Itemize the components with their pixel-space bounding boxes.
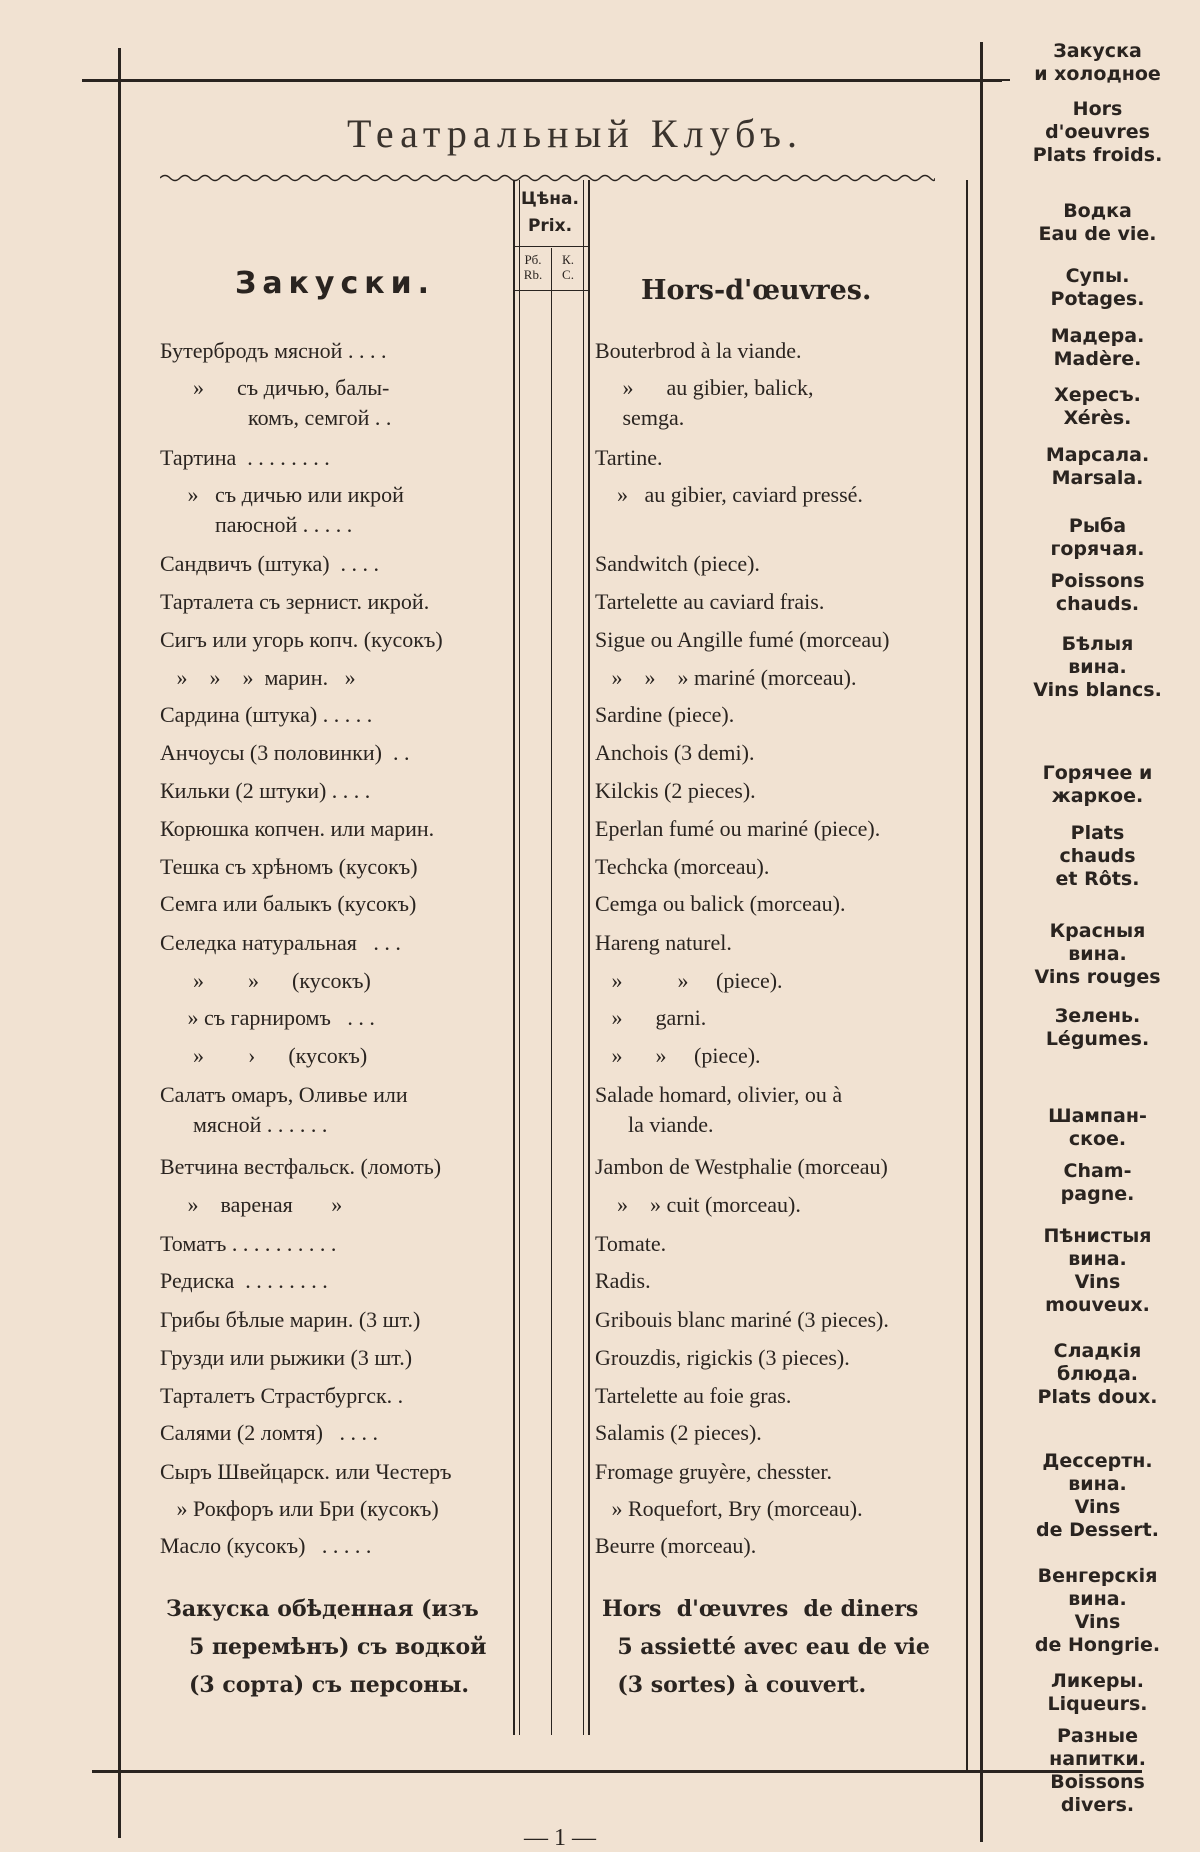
- item-name-fr: Anchois (3 demi).: [595, 740, 755, 765]
- item-name-ru: » съ гарниромъ . . .: [160, 1005, 375, 1030]
- item-name-ru: Анчоусы (3 половинки) . .: [160, 740, 410, 765]
- sidebar-entry: Hors d'oeuvres Plats froids.: [1032, 98, 1163, 166]
- item-name-ru: Редиска . . . . . . . .: [160, 1268, 328, 1293]
- item-name-fr: » Roquefort, Bry (morceau).: [595, 1496, 863, 1521]
- item-name-ru: Грузди или рыжики (3 шт.): [160, 1345, 413, 1370]
- section-heading-fr: Hors-d'œuvres.: [641, 275, 872, 306]
- section-heading-ru: Закуски.: [235, 266, 436, 301]
- sidebar-entry: Венгерскія вина. Vins de Hongrie.: [1034, 1565, 1161, 1656]
- price-rub-label: Рб. Rb.: [523, 252, 543, 282]
- item-name-fr: Beurre (morceau).: [595, 1533, 757, 1558]
- item-name-ru: » » (кусокъ): [160, 968, 371, 993]
- sidebar-entry: Poissons chauds.: [1050, 570, 1145, 615]
- bottom-rule: [92, 1770, 1142, 1773]
- item-name-fr: Gribouis blanc mariné (3 pieces).: [595, 1307, 889, 1332]
- footer-ru: Закуска обѣденная (изъ 5 перемѣнъ) съ водкой (3 сорта) съ персоны.: [166, 1596, 487, 1698]
- sidebar-entry: Марсала. Marsala.: [1045, 444, 1150, 489]
- sidebar-entry: Разные напитки. Boissons divers.: [1049, 1725, 1146, 1816]
- item-name-ru: Масло (кусокъ) . . . . .: [160, 1533, 372, 1558]
- item-name-ru: Сигъ или угорь копч. (кусокъ): [160, 627, 443, 652]
- item-name-fr: Bouterbrod à la viande.: [595, 338, 802, 363]
- price-head-rule: [513, 246, 590, 247]
- sidebar-entry: Сладкія блюда. Plats doux.: [1037, 1340, 1158, 1408]
- sidebar-entry: Зелень. Légumes.: [1045, 1005, 1150, 1050]
- price-col-line-4: [583, 180, 584, 1735]
- title-ornament: [160, 172, 935, 184]
- item-name-fr: Cemga ou balick (morceau).: [595, 891, 846, 916]
- price-col-line-3: [551, 248, 552, 1735]
- item-name-fr: Techcka (morceau).: [595, 854, 770, 879]
- item-name-ru: » съ дичью или икрой паюсной . . . . .: [187, 482, 404, 537]
- item-name-fr: Jambon de Westphalie (morceau): [595, 1154, 888, 1179]
- sidebar-entry: Красныя вина. Vins rouges: [1034, 920, 1161, 988]
- sidebar-entry: Дессертн. вина. Vins de Dessert.: [1036, 1450, 1159, 1541]
- sidebar-entry: Cham- pagne.: [1060, 1160, 1135, 1205]
- item-name-ru: Ветчина вестфальск. (ломоть): [160, 1154, 442, 1179]
- sidebar-entry: Горячее и жаркое.: [1042, 762, 1153, 807]
- item-name-ru: » » » марин. »: [160, 665, 356, 690]
- price-label-fr: Prix.: [527, 216, 573, 236]
- item-name-fr: Salamis (2 pieces).: [595, 1420, 762, 1445]
- item-name-fr: » » (piece).: [595, 968, 783, 993]
- item-name-ru: Тарталетъ Страстбургск. .: [160, 1383, 404, 1408]
- item-name-ru: Томатъ . . . . . . . . . .: [160, 1231, 337, 1256]
- item-name-ru: Тешка съ хрѣномъ (кусокъ): [160, 854, 418, 879]
- item-name-fr: Kilckis (2 pieces).: [595, 778, 756, 803]
- sidebar-entry: Водка Eau de vie.: [1038, 200, 1157, 245]
- item-name-fr: » garni.: [595, 1005, 707, 1030]
- item-name-ru: Семга или балыкъ (кусокъ): [160, 891, 417, 916]
- left-margin-rule: [118, 48, 121, 1838]
- item-name-ru: » Рокфоръ или Бри (кусокъ): [160, 1496, 439, 1521]
- sidebar-entry: Закуска и холодное: [1034, 40, 1161, 85]
- item-name-fr: Tartine.: [595, 445, 663, 470]
- sidebar-entry: Мадера. Madère.: [1050, 325, 1145, 370]
- item-name-ru: Тарталета съ зернист. икрой.: [160, 589, 430, 614]
- item-name-fr: » » » mariné (morceau).: [595, 665, 857, 690]
- sidebar-entry: Ликеры. Liqueurs.: [1047, 1670, 1148, 1715]
- item-name-fr: Tartelette au caviard frais.: [595, 589, 825, 614]
- item-name-ru: Салатъ омаръ, Оливье или мясной . . . . . .: [160, 1082, 408, 1137]
- sidebar-entry: Хересъ. Xérès.: [1054, 384, 1141, 429]
- item-name-fr: Grouzdis, rigickis (3 pieces).: [595, 1345, 850, 1370]
- item-name-ru: Бутербродъ мясной . . . .: [160, 338, 387, 363]
- price-col-line-2: [519, 180, 520, 1735]
- item-name-fr: Sandwitch (piece).: [595, 551, 760, 576]
- item-name-fr: » » cuit (morceau).: [595, 1192, 801, 1217]
- price-sub-rule: [513, 290, 590, 291]
- item-name-fr: » au gibier, balick, semga.: [622, 375, 814, 430]
- top-rule: [82, 79, 1002, 82]
- item-name-fr: Sigue ou Angille fumé (morceau): [595, 627, 890, 652]
- item-name-fr: » » (piece).: [595, 1043, 761, 1068]
- item-name-ru: Тартина . . . . . . . .: [160, 445, 330, 470]
- sidebar-entry: Бѣлыя вина. Vins blancs.: [1033, 633, 1162, 701]
- item-name-ru: Грибы бѣлые марин. (3 шт.): [160, 1307, 421, 1332]
- price-kop-label: К. C.: [562, 252, 574, 282]
- price-label-ru: Цѣна.: [521, 189, 579, 209]
- item-name-fr: Fromage gruyère, chesster.: [595, 1459, 833, 1484]
- item-name-ru: » вареная »: [160, 1192, 343, 1217]
- item-name-ru: Кильки (2 штуки) . . . .: [160, 778, 371, 803]
- item-name-ru: Салями (2 ломтя) . . . .: [160, 1420, 379, 1445]
- item-name-fr: Eperlan fumé ou mariné (piece).: [595, 816, 881, 841]
- item-name-ru: Селедка натуральная . . .: [160, 930, 401, 955]
- sidebar-entry: Plats chauds et Rôts.: [1055, 822, 1140, 890]
- price-header: [516, 186, 584, 240]
- right-margin-rule: [980, 42, 983, 1842]
- sidebar-entry: Рыба горячая.: [1050, 515, 1145, 560]
- sidebar-entry: Супы. Potages.: [1050, 265, 1145, 310]
- item-name-ru: Сардина (штука) . . . . .: [160, 702, 373, 727]
- right-inner-rule: [966, 180, 968, 1770]
- item-name-ru: » съ дичью, балы- комъ, семгой . .: [193, 375, 392, 430]
- item-name-fr: Tartelette au foie gras.: [595, 1383, 792, 1408]
- sidebar-entry: Пѣнистыя вина. Vins mouveux.: [1043, 1225, 1152, 1316]
- item-name-ru: » › (кусокъ): [160, 1043, 368, 1068]
- item-name-ru: Сандвичъ (штука) . . . .: [160, 551, 380, 576]
- sidebar-entry: Шампан- ское.: [1048, 1105, 1147, 1150]
- price-col-line-1: [513, 180, 515, 1735]
- item-name-fr: Radis.: [595, 1268, 651, 1293]
- page-title: Театральный Клубъ.: [347, 111, 803, 156]
- price-col-line-5: [588, 180, 590, 1735]
- footer-fr: Hors d'œuvres de diners 5 assietté avec eau de vie (3 sortes) à couvert.: [602, 1596, 930, 1698]
- item-name-fr: Salade homard, olivier, ou à la viande.: [595, 1082, 843, 1137]
- item-name-fr: » au gibier, caviard pressé.: [595, 482, 863, 507]
- item-name-fr: Sardine (piece).: [595, 702, 735, 727]
- item-name-ru: Корюшка копчен. или марин.: [160, 816, 435, 841]
- page-number: — 1 —: [524, 1825, 596, 1851]
- item-name-fr: Hareng naturel.: [595, 930, 732, 955]
- item-name-fr: Tomate.: [595, 1231, 667, 1256]
- item-name-ru: Сыръ Швейцарск. или Честеръ: [160, 1459, 452, 1484]
